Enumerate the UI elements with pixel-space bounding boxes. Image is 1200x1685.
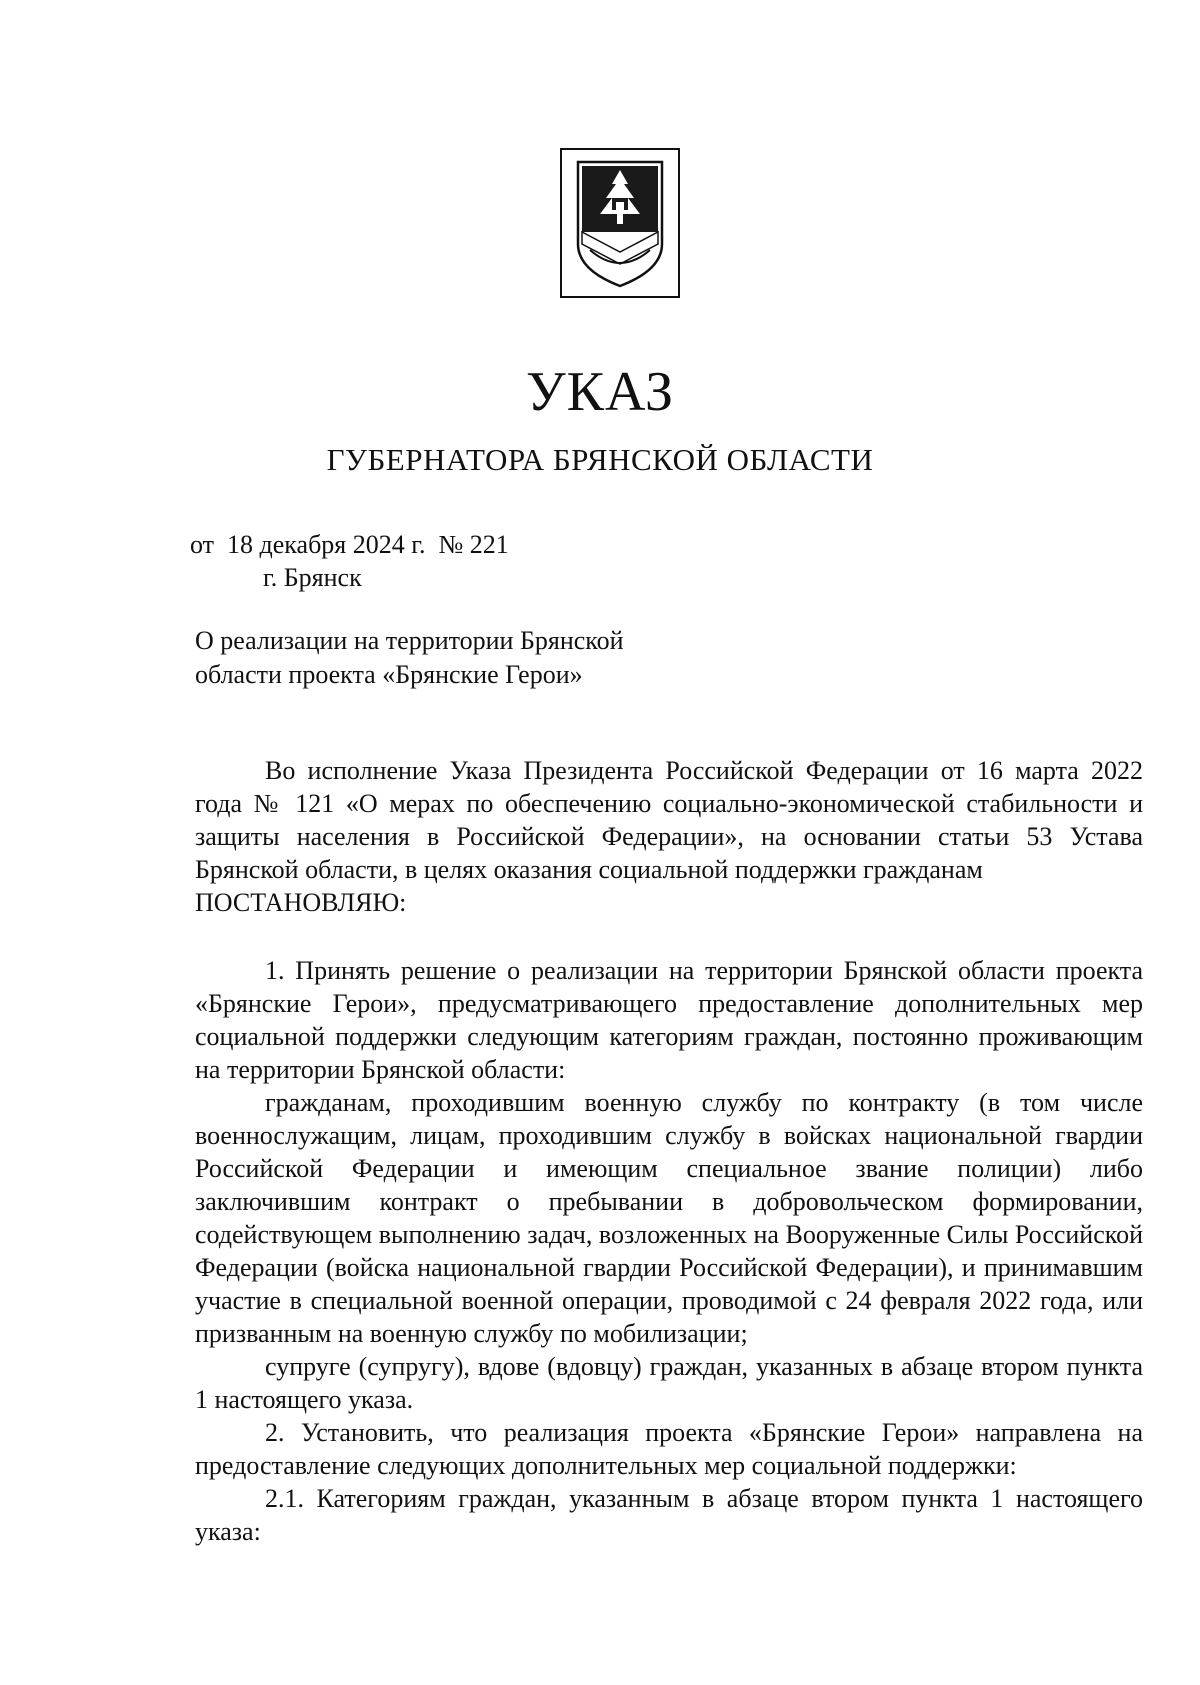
- decree-keyword: ПОСТАНОВЛЯЮ:: [195, 888, 407, 917]
- clause-2-1: 2.1. Категориям граждан, указанным в абзаце втором пункта 1 настоящего указа:: [195, 1484, 1143, 1546]
- decree-date-number: от 18 декабря 2024 г. № 221: [190, 530, 509, 559]
- document-title: УКАЗ: [525, 361, 675, 423]
- clause-1-paragraph-2: гражданам, проходившим военную службу по контракту (в том числе военнослужащим, лицам, проходившим службу в войсках национальной гвардии Российской Федерации и имеющим специальное звание полиции) либо заключившим контракт о пребывании в добровольческом формировании, содействующем выполнению задач, возложенных на Вооруженные Силы Российской Федерации (войска национальной гвардии Российской Федерации), и принимавшим участие в специальной военной операции, проводимой с 24 февраля 2022 года, или призванным на военную службу по мобилизации;: [195, 1088, 1143, 1348]
- clause-2: 2. Установить, что реализация проекта «Брянские Герои» направлена на предоставление следующих дополнительных мер социальной поддержки:: [195, 1418, 1143, 1480]
- bryansk-coat-of-arms-icon: [560, 148, 680, 298]
- subject-line: области проекта «Брянские Герои»: [195, 660, 583, 689]
- issuing-authority: ГУБЕРНАТОРА БРЯНСКОЙ ОБЛАСТИ: [326, 442, 874, 477]
- decree-body: [195, 754, 1143, 1548]
- decree-subject: [195, 624, 624, 692]
- clause-1: 1. Принять решение о реализации на территории Брянской области проекта «Брянские Герои», предусматривающего предоставление дополнительных мер социальной поддержки следующим категориям граждан, постоянно проживающим на территории Брянской области:: [195, 956, 1143, 1084]
- subject-line: О реализации на территории Брянской: [195, 626, 624, 655]
- clause-1-paragraph-3: супруге (супругу), вдове (вдовцу) граждан, указанных в абзаце втором пункта 1 настоящего указа.: [195, 1352, 1143, 1414]
- decree-city: г. Брянск: [263, 563, 362, 592]
- preamble-paragraph: Во исполнение Указа Президента Российской Федерации от 16 марта 2022 года № 121 «О мерах по обеспечению социально-экономической стабильности и защиты населения в Российской Федерации», на основании статьи 53 Устава Брянской области, в целях оказания социальной поддержки гражданам: [195, 756, 1143, 884]
